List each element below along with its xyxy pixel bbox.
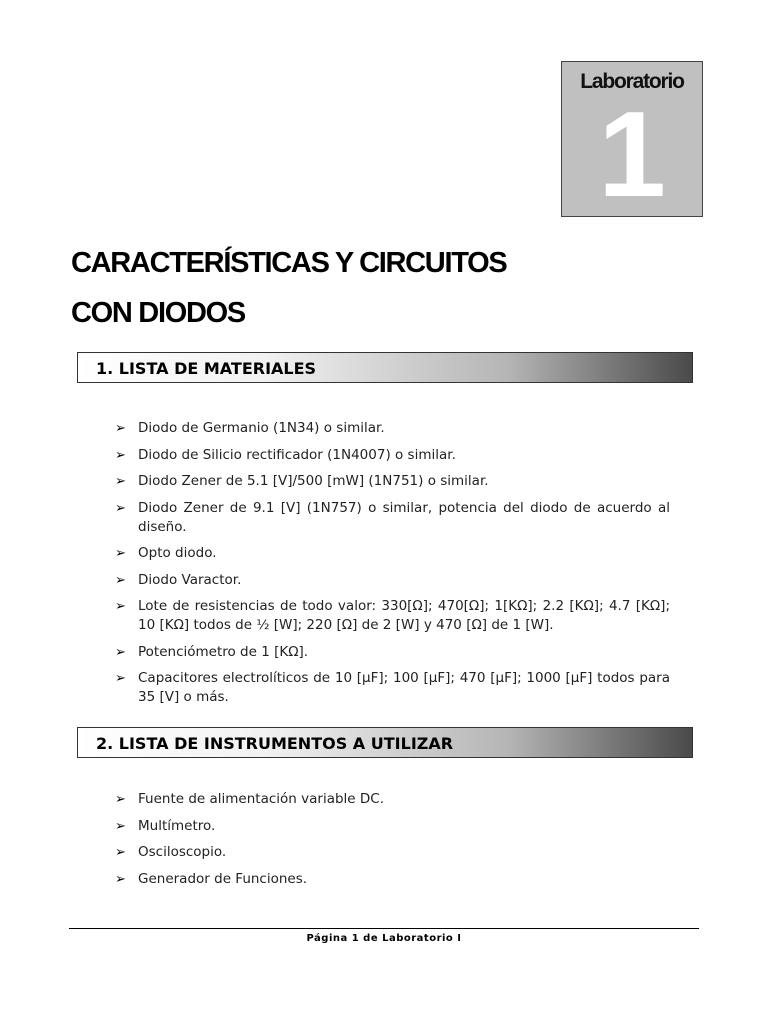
footer-divider <box>69 928 699 929</box>
list-item: ➢ Diodo Zener de 9.1 [V] (1N757) o similar, potencia del diodo de acuerdo al diseño. <box>115 499 670 535</box>
list-item: ➢ Multímetro. <box>115 817 216 834</box>
arrow-bullet-icon: ➢ <box>115 871 126 887</box>
list-item: ➢ Diodo de Germanio (1N34) o similar. <box>115 420 385 436</box>
instruments-list <box>115 790 670 896</box>
list-item: ➢ Potenciómetro de 1 [KΩ]. <box>115 643 309 660</box>
section-heading-instruments <box>77 727 693 758</box>
lab-badge <box>561 61 703 222</box>
list-item: ➢ Diodo Zener de 5.1 [V]/500 [mW] (1N751) o similar. <box>115 473 489 489</box>
list-item: ➢ Opto diodo. <box>115 545 217 561</box>
arrow-bullet-icon: ➢ <box>115 447 126 463</box>
page-title-line-2: CON DIODOS <box>71 297 245 329</box>
arrow-bullet-icon: ➢ <box>115 818 126 834</box>
list-item: ➢ Capacitores electrolíticos de 10 [µF]; 100 [µF]; 470 [µF]; 1000 [µF] todos para 35 [V] o más. <box>115 670 670 705</box>
arrow-bullet-icon: ➢ <box>115 500 126 516</box>
lab-badge-number: 1 <box>598 86 666 222</box>
list-item: ➢ Lote de resistencias de todo valor: 330[Ω]; 470[Ω]; 1[KΩ]; 2.2 [KΩ]; 4.7 [KΩ]; 10 [KΩ] todos de ½ [W]; 220 [Ω] de 2 [W] y 470 [Ω] de 1 [W]. <box>115 598 670 633</box>
arrow-bullet-icon: ➢ <box>115 845 126 860</box>
list-item: ➢ Osciloscopio. <box>115 844 227 860</box>
section-heading-materials-label: 1. LISTA DE MATERIALES <box>96 359 317 378</box>
materials-list <box>115 419 670 715</box>
arrow-bullet-icon: ➢ <box>115 421 126 436</box>
arrow-bullet-icon: ➢ <box>115 474 126 489</box>
section-heading-instruments-label: 2. LISTA DE INSTRUMENTOS A UTILIZAR <box>96 734 454 753</box>
page-title-line-1: CARACTERÍSTICAS Y CIRCUITOS <box>71 247 507 279</box>
arrow-bullet-icon: ➢ <box>115 671 126 686</box>
lab-badge-word: Laboratorio <box>580 70 684 93</box>
list-item: ➢ Fuente de alimentación variable DC. <box>115 791 384 807</box>
page-footer: Página 1 de Laboratorio I <box>306 933 462 944</box>
arrow-bullet-icon: ➢ <box>115 792 126 807</box>
list-item: ➢ Diodo de Silicio rectificador (1N4007) o similar. <box>115 446 456 463</box>
list-item: ➢ Diodo Varactor. <box>115 571 242 588</box>
list-item: ➢ Generador de Funciones. <box>115 870 308 887</box>
page-title <box>71 238 631 338</box>
arrow-bullet-icon: ➢ <box>115 572 126 588</box>
arrow-bullet-icon: ➢ <box>115 546 126 561</box>
section-heading-materials <box>77 352 693 383</box>
arrow-bullet-icon: ➢ <box>115 644 126 660</box>
arrow-bullet-icon: ➢ <box>115 599 126 614</box>
